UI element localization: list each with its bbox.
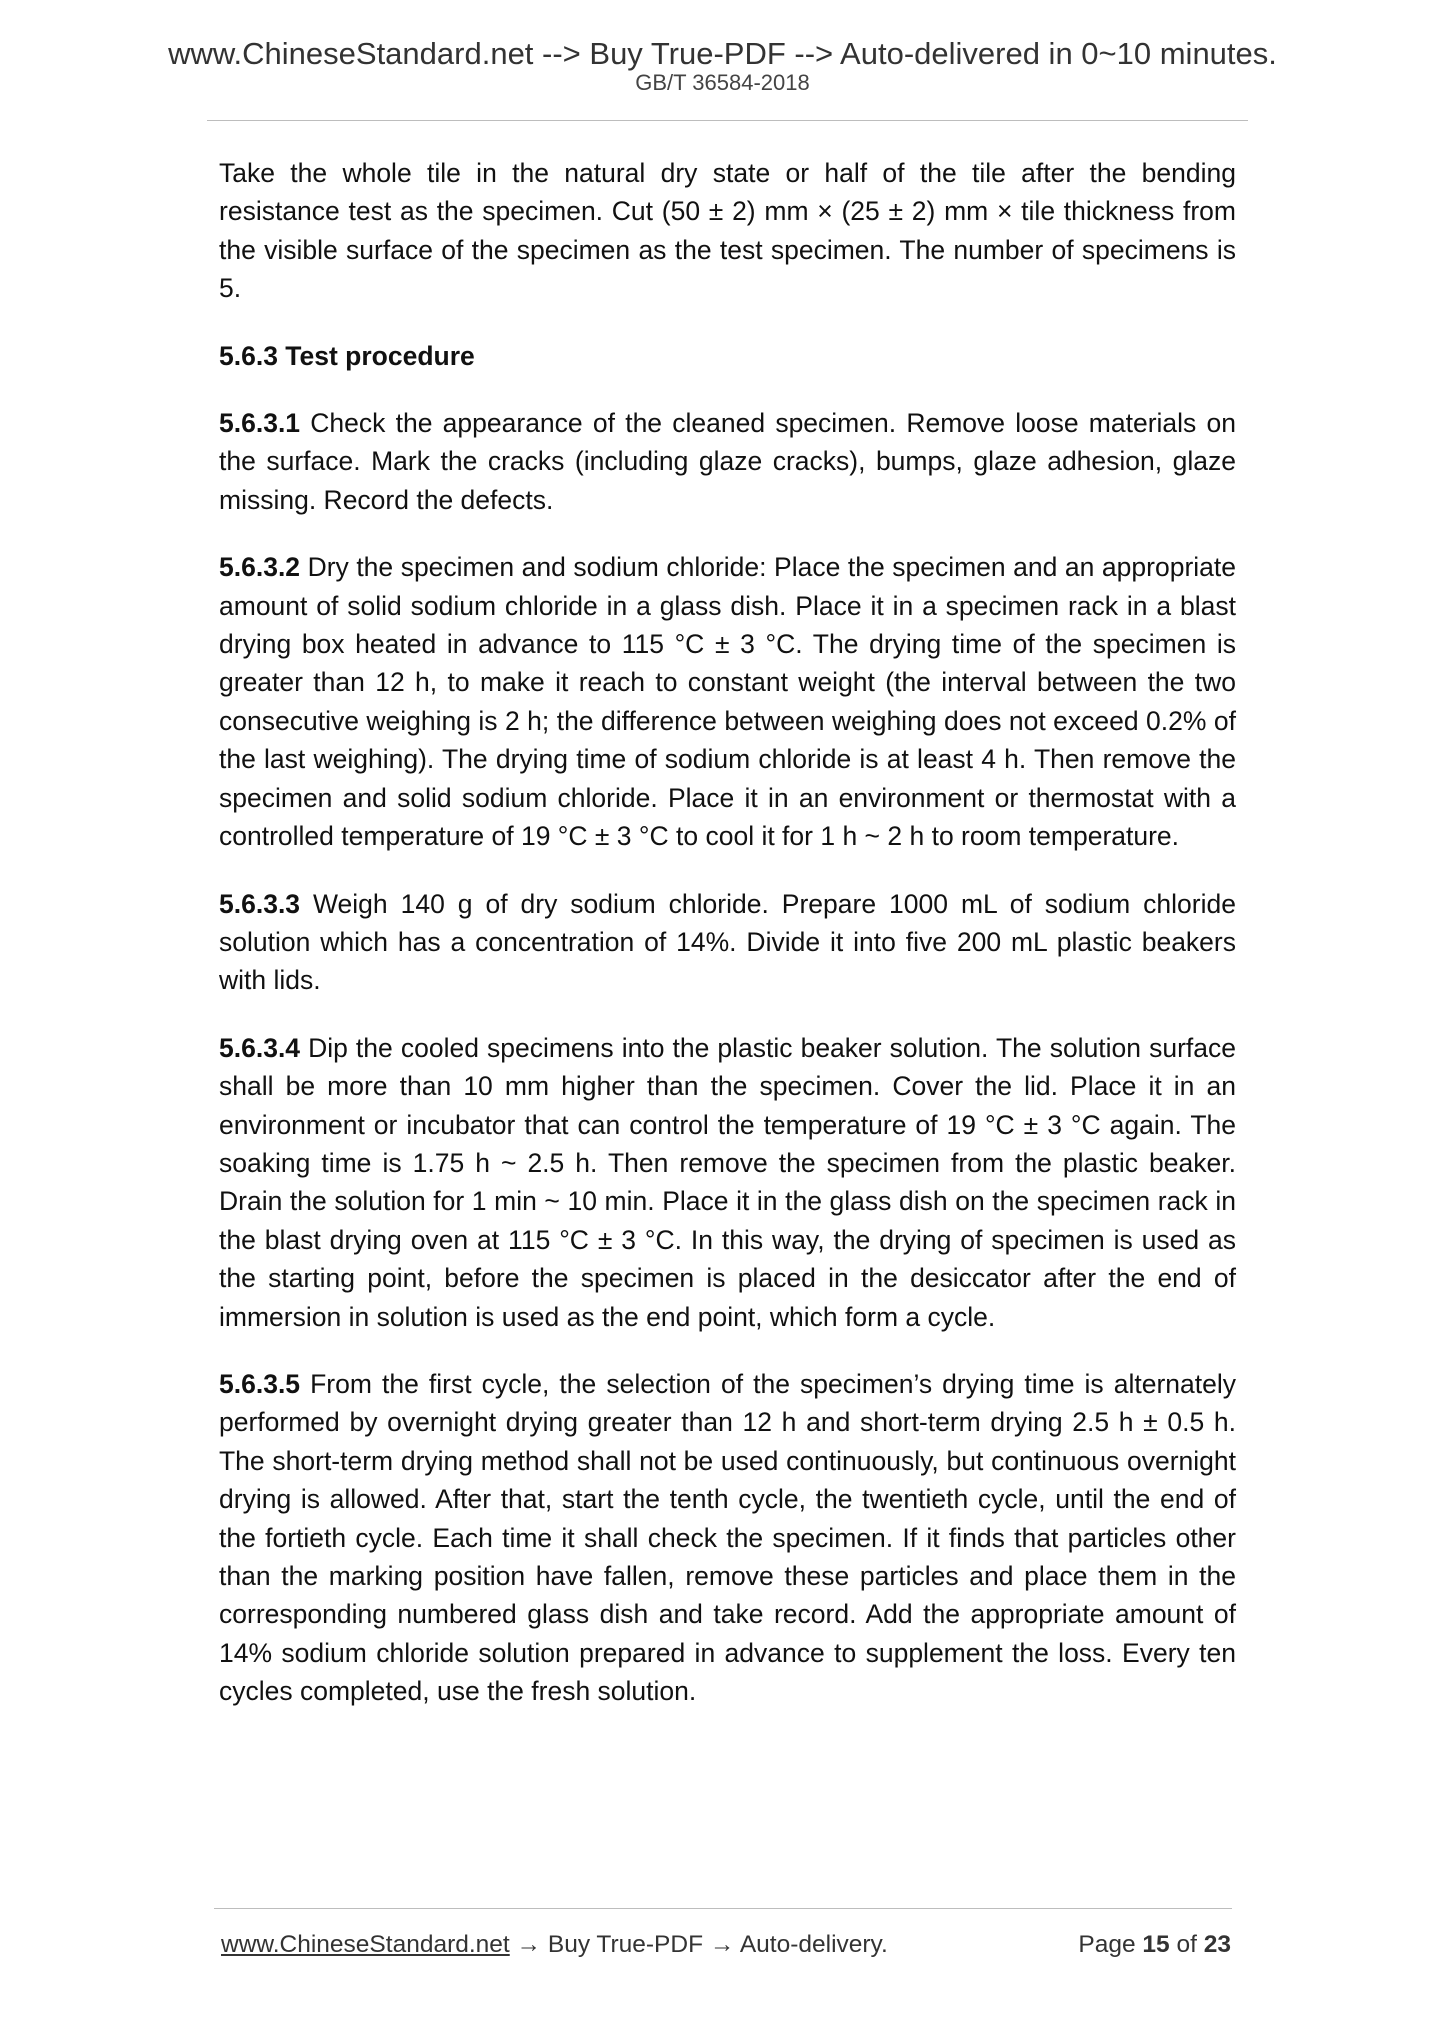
- clause-number: 5.6.3.2: [219, 552, 301, 583]
- clause-paragraph: [219, 404, 1236, 519]
- footer-divider: [214, 1908, 1232, 1909]
- header-divider: [207, 120, 1248, 121]
- section-title: 5.6.3 Test procedure: [219, 340, 475, 371]
- clause-paragraph: [219, 885, 1236, 1000]
- footer-site-link[interactable]: www.ChineseStandard.net: [221, 1931, 510, 1958]
- clause-number: 5.6.3.4: [219, 1032, 301, 1063]
- clause-number: 5.6.3.1: [219, 408, 301, 439]
- standard-code: GB/T 36584-2018: [635, 70, 810, 95]
- clause-paragraph: [219, 548, 1236, 855]
- page-of: of: [1176, 1931, 1197, 1958]
- clause-text: Dry the specimen and sodium chloride: Place the specimen and an appropriate amount of solid sodium chloride in a glass dish. Place it in a specimen rack in a blast drying box heated in advance to 115 °C ± 3 °C. The drying time of the specimen is greater than 12 h, to make it reach to constant weight (the interval between the two consecutive weighing is 2 h; the difference between weighing does not exceed 0.2% of the last weighing). The drying time of sodium chloride is at least 4 h. Then remove the specimen and solid sodium chloride. Place it in an environment or thermostat with a controlled temperature of 19 °C ± 3 °C to cool it for 1 h ~ 2 h to room temperature.: [219, 552, 1236, 852]
- footer-left: [221, 1930, 888, 1959]
- clause-paragraph: [219, 1365, 1236, 1711]
- intro-paragraph: Take the whole tile in the natural dry state or half of the tile after the bending resistance test as the specimen. Cut (50 ± 2) mm × (25 ± 2) mm × tile thickness from the visible surface of the specimen as the test specimen. The number of specimens is 5.: [219, 158, 1236, 304]
- document-body: [219, 154, 1236, 1740]
- page-total: 23: [1203, 1931, 1231, 1958]
- footer-tagline: → Buy True-PDF → Auto-delivery.: [509, 1931, 888, 1958]
- clause-paragraph: [219, 1029, 1236, 1336]
- clause-text: Check the appearance of the cleaned specimen. Remove loose materials on the surface. Mark the cracks (including glaze cracks), bumps, glaze adhesion, glaze missing. Record the defects.: [219, 408, 1236, 515]
- clause-text: From the first cycle, the selection of the specimen’s drying time is alternately performed by overnight drying greater than 12 h and short-term drying 2.5 h ± 0.5 h. The short-term drying method shall not be used continuously, but continuous overnight drying is allowed. After that, start the tenth cycle, the twentieth cycle, until the end of the fortieth cycle. Each time it shall check the specimen. If it finds that particles other than the marking position have fallen, remove these particles and place them in the corresponding numbered glass dish and take record. Add the appropriate amount of 14% sodium chloride solution prepared in advance to supplement the loss. Every ten cycles completed, use the fresh solution.: [219, 1368, 1236, 1707]
- page-indicator: [1078, 1930, 1231, 1959]
- clause-text: Weigh 140 g of dry sodium chloride. Prepare 1000 mL of sodium chloride solution which has a concentration of 14%. Divide it into five 200 mL plastic beakers with lids.: [219, 888, 1236, 996]
- clause-number: 5.6.3.5: [219, 1368, 301, 1399]
- clause-text: Dip the cooled specimens into the plastic beaker solution. The solution surface shall be more than 10 mm higher than the specimen. Cover the lid. Place it in an environment or incubator that can control the temperature of 19 °C ± 3 °C again. The soaking time is 1.75 h ~ 2.5 h. Then remove the specimen from the plastic beaker. Drain the solution for 1 min ~ 10 min. Place it in the glass dish on the specimen rack in the blast drying oven at 115 °C ± 3 °C. In this way, the drying of specimen is used as the starting point, before the specimen is placed in the desiccator after the end of immersion in solution is used as the end point, which form a cycle.: [219, 1032, 1236, 1332]
- page-word: Page: [1078, 1931, 1136, 1958]
- clause-number: 5.6.3.3: [219, 888, 301, 919]
- page-current: 15: [1142, 1931, 1170, 1958]
- top-banner: www.ChineseStandard.net --> Buy True-PDF --> Auto-delivered in 0~10 minutes.: [168, 36, 1277, 71]
